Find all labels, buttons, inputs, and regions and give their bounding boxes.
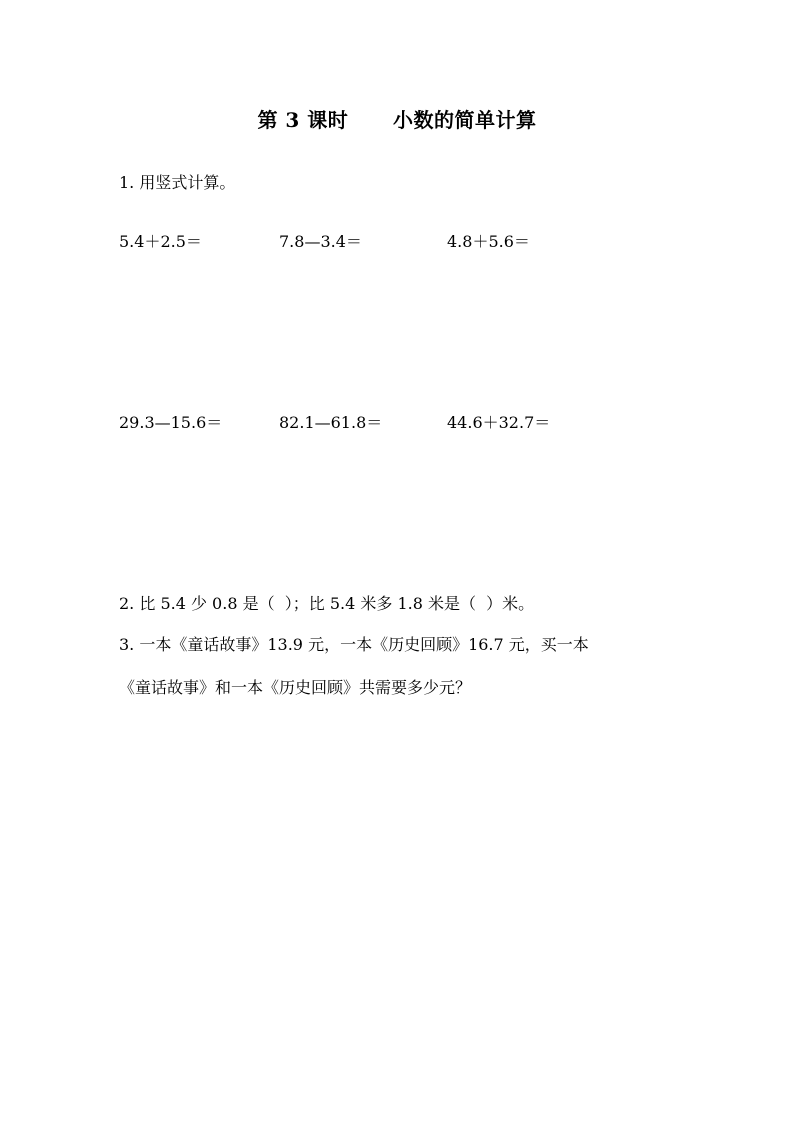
calc-problem-3: 4.8＋5.6＝ bbox=[447, 232, 530, 251]
question-3-line-2: 《童话故事》和一本《历史回顾》共需要多少元？ bbox=[119, 678, 472, 697]
calc-problem-2: 7.8—3.4＝ bbox=[279, 232, 362, 251]
calc-problem-1: 5.4＋2.5＝ bbox=[119, 232, 202, 251]
calc-problem-4: 29.3—15.6＝ bbox=[119, 413, 223, 432]
question-2: 2. 比 5.4 少 0.8 是（ ）；比 5.4 米多 1.8 米是（ ）米。 bbox=[119, 594, 535, 613]
calc-problem-5: 82.1—61.8＝ bbox=[279, 413, 383, 432]
calc-problem-6: 44.6＋32.7＝ bbox=[447, 413, 551, 432]
question-3-line-1: 3. 一本《童话故事》13.9 元，一本《历史回顾》16.7 元，买一本 bbox=[119, 635, 589, 654]
question-1-heading: 1. 用竖式计算。 bbox=[119, 173, 236, 192]
lesson-title: 第 3 课时 小数的简单计算 bbox=[257, 108, 537, 132]
